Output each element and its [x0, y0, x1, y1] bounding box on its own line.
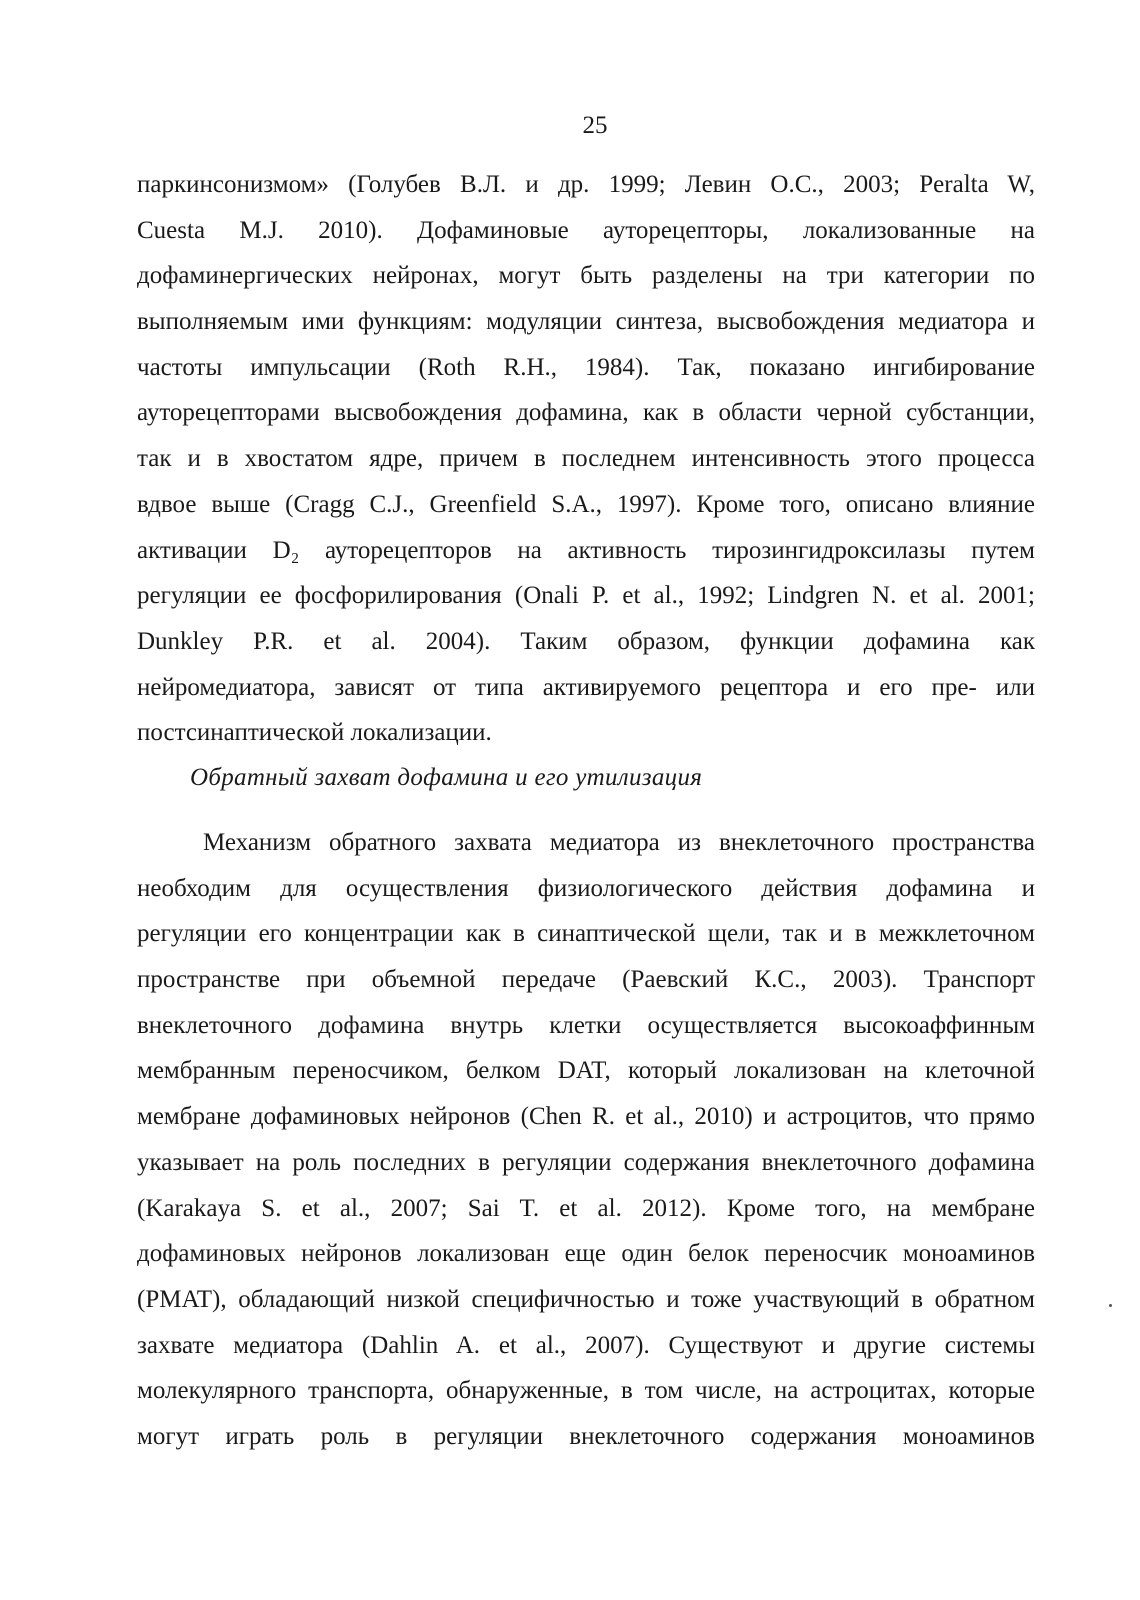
- text-line: активации D₂ ауторецепторов на активность тирозингидроксилазы путем: [137, 536, 1035, 564]
- paragraph-1: [137, 162, 1035, 756]
- text-line: (Karakaya S. et al., 2007; Sai T. et al. 2012). Кроме того, на мембране: [137, 1194, 1035, 1222]
- text-line: мембранным переносчиком, белком DAT, который локализован на клеточной: [137, 1057, 1035, 1085]
- text-line: паркинсонизмом» (Голубев В.Л. и др. 1999; Левин О.С., 2003; Peralta W,: [137, 171, 1035, 198]
- text-line: так и в хвостатом ядре, причем в последнем интенсивность этого процесса: [137, 445, 1035, 473]
- text-line: молекулярного транспорта, обнаруженные, в том числе, на астроцитах, которые: [137, 1377, 1035, 1405]
- text-line: регуляции его концентрации как в синаптической щели, так и в межклеточном: [137, 920, 1035, 948]
- text-line: частоты импульсации (Roth R.H., 1984). Так, показано ингибирование: [137, 353, 1035, 381]
- text-line: необходим для осуществления физиологического действия дофамина и: [137, 874, 1035, 902]
- text-line: внеклеточного дофамина внутрь клетки осуществляется высокоаффинным: [137, 1011, 1035, 1039]
- text-line: пространстве при объемной передаче (Раевский К.С., 2003). Транспорт: [137, 966, 1035, 994]
- text-line: Механизм обратного захвата медиатора из внеклеточного пространства: [203, 829, 1035, 856]
- text-line: Cuesta M.J. 2010). Дофаминовые ауторецепторы, локализованные на: [137, 216, 1035, 244]
- text-line: могут играть роль в регуляции внеклеточного содержания моноаминов: [137, 1422, 1035, 1450]
- text-line: указывает на роль последних в регуляции содержания внеклеточного дофамина: [137, 1148, 1035, 1176]
- text-line: постсинаптической локализации.: [137, 719, 492, 747]
- text-line: ауторецепторами высвобождения дофамина, как в области черной субстанции,: [137, 399, 1035, 427]
- text-line: (PMAT), обладающий низкой специфичностью и тоже участвующий в обратном: [137, 1285, 1035, 1313]
- scan-speck: [1109, 1304, 1112, 1307]
- text-line: нейромедиатора, зависят от типа активируемого рецептора и его пре- или: [137, 673, 1035, 701]
- text-line: мембране дофаминовых нейронов (Chen R. et al., 2010) и астроцитов, что прямо: [137, 1103, 1035, 1131]
- paragraph-2: [137, 820, 1035, 1460]
- text-line: захвате медиатора (Dahlin A. et al., 2007). Существуют и другие системы: [137, 1331, 1035, 1359]
- text-line: дофаминовых нейронов локализован еще один белок переносчик моноаминов: [137, 1240, 1035, 1268]
- text-line: регуляции ее фосфорилирования (Onali P. et al., 1992; Lindgren N. et al. 2001;: [137, 582, 1035, 610]
- text-line: выполняемым ими функциям: модуляции синтеза, высвобождения медиатора и: [137, 308, 1035, 336]
- section-heading: Обратный захват дофамина и его утилизация: [190, 764, 703, 791]
- text-line: дофаминергических нейронах, могут быть разделены на три категории по: [137, 262, 1035, 290]
- page-number: 25: [582, 112, 608, 139]
- text-line: Dunkley P.R. et al. 2004). Таким образом, функции дофамина как: [137, 627, 1035, 655]
- text-line: вдвое выше (Cragg C.J., Greenfield S.A., 1997). Кроме того, описано влияние: [137, 490, 1035, 518]
